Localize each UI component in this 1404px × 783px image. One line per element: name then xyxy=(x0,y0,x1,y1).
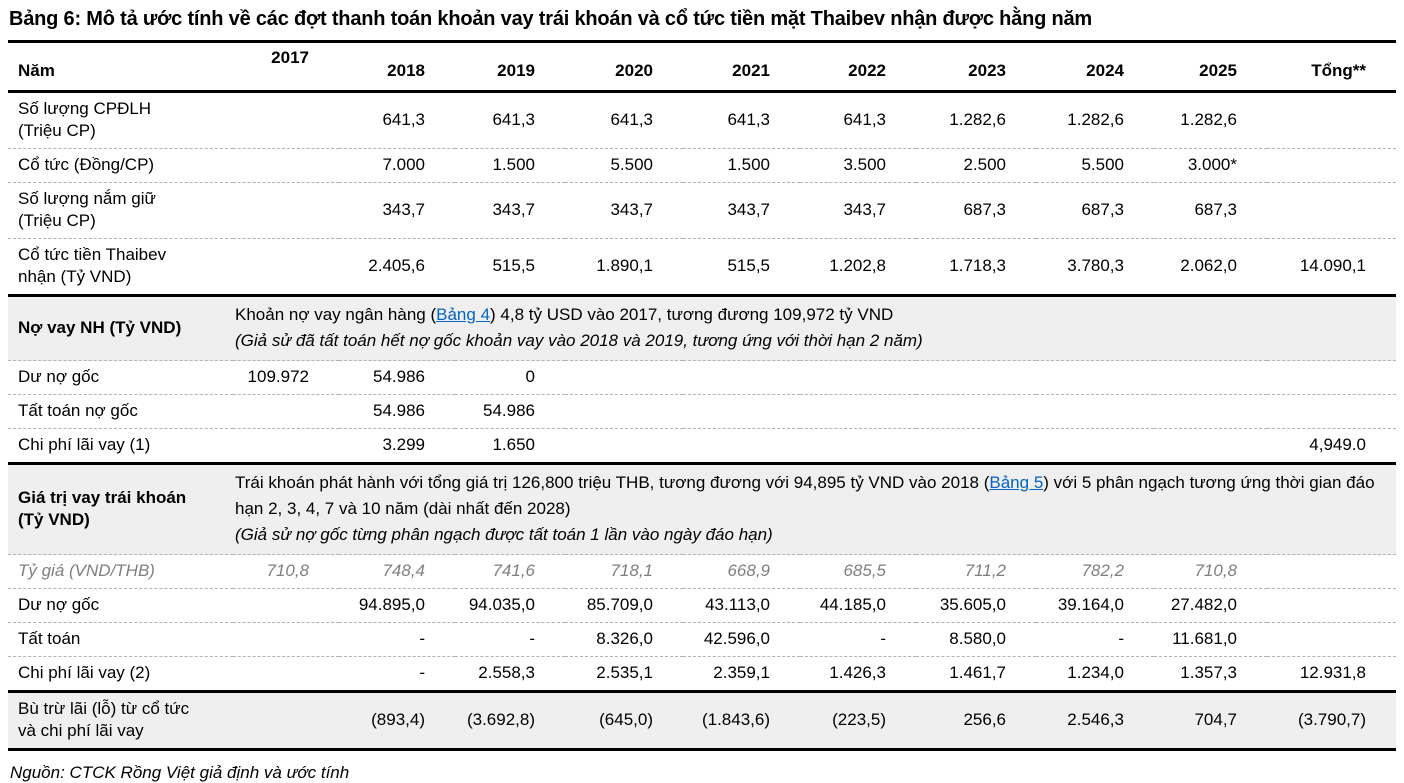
col-header-2022: 2022 xyxy=(800,42,916,92)
table-cell: 3.500 xyxy=(800,149,916,183)
table-cell: 3.299 xyxy=(339,429,455,464)
table-cell: 39.164,0 xyxy=(1036,589,1154,623)
section-text: Khoản nợ vay ngân hàng ( xyxy=(235,305,437,324)
row-label-line: Tất toán xyxy=(18,629,81,648)
table-cell: 11.681,0 xyxy=(1154,623,1267,657)
table-row xyxy=(8,361,1396,395)
table-cell xyxy=(233,657,339,692)
table-row xyxy=(8,149,1396,183)
table-cell: 704,7 xyxy=(1154,692,1267,750)
table-cell: 1.718,3 xyxy=(916,239,1036,296)
table-cell: 782,2 xyxy=(1036,555,1154,589)
row-label xyxy=(8,92,233,149)
table-cell: 343,7 xyxy=(455,183,565,239)
table-cell xyxy=(1036,395,1154,429)
table-cell: 54.986 xyxy=(455,395,565,429)
section-text: ) 4,8 tỷ USD vào 2017, tương đương 109,972 tỷ VND xyxy=(490,305,894,324)
col-header-2020: 2020 xyxy=(565,42,683,92)
table-cell: 12.931,8 xyxy=(1267,657,1396,692)
row-label xyxy=(8,555,233,589)
row-label-line: Số lượng nắm giữ xyxy=(18,189,156,208)
col-header-2023: 2023 xyxy=(916,42,1036,92)
table-cell xyxy=(916,361,1036,395)
table-cell xyxy=(233,429,339,464)
row-label xyxy=(8,464,233,555)
table-row xyxy=(8,183,1396,239)
table-cell: 42.596,0 xyxy=(683,623,800,657)
table-cell: 641,3 xyxy=(565,92,683,149)
financial-table xyxy=(8,40,1396,751)
table-cell: 43.113,0 xyxy=(683,589,800,623)
table-cell: 641,3 xyxy=(455,92,565,149)
table-cell: 7.000 xyxy=(339,149,455,183)
table-cell xyxy=(1154,429,1267,464)
col-header-2017: 2017 xyxy=(233,42,339,92)
table-cell xyxy=(565,361,683,395)
table-cell: 710,8 xyxy=(233,555,339,589)
row-label xyxy=(8,296,233,361)
table-cell: 54.986 xyxy=(339,395,455,429)
table-cell: 2.546,3 xyxy=(1036,692,1154,750)
table-cell xyxy=(233,589,339,623)
table-cell: - xyxy=(339,623,455,657)
table-cell xyxy=(233,395,339,429)
section-description xyxy=(233,296,1396,361)
table-cell: 2.405,6 xyxy=(339,239,455,296)
table-cell xyxy=(916,395,1036,429)
table-cell: 741,6 xyxy=(455,555,565,589)
table-cell xyxy=(233,623,339,657)
table-cell: - xyxy=(339,657,455,692)
table-cell: 1.500 xyxy=(455,149,565,183)
section-text: (Giả sử đã tất toán hết nợ gốc khoản vay vào 2018 và 2019, tương ứng với thời hạn 2 năm) xyxy=(235,331,923,350)
bang-4-link[interactable]: Bảng 4 xyxy=(436,305,491,324)
table-cell xyxy=(800,395,916,429)
table-cell: 2.062,0 xyxy=(1154,239,1267,296)
section-description xyxy=(233,464,1396,555)
table-cell: 1.202,8 xyxy=(800,239,916,296)
table-cell: 3.000* xyxy=(1154,149,1267,183)
table-cell: 2.558,3 xyxy=(455,657,565,692)
table-cell xyxy=(1267,149,1396,183)
table-cell: 343,7 xyxy=(800,183,916,239)
table-title: Bảng 6: Mô tả ước tính về các đợt thanh toán khoản vay trái khoán và cổ tức tiền mặt Thaibev nhận được hằng năm xyxy=(9,8,1092,30)
table-cell: 1.234,0 xyxy=(1036,657,1154,692)
row-label-line: và chi phí lãi vay xyxy=(18,721,144,740)
table-cell: (3.790,7) xyxy=(1267,692,1396,750)
table-cell: 35.605,0 xyxy=(916,589,1036,623)
table-cell xyxy=(800,361,916,395)
table-cell: 8.580,0 xyxy=(916,623,1036,657)
section-description-line xyxy=(235,470,1388,522)
table-row xyxy=(8,239,1396,296)
table-cell xyxy=(233,692,339,750)
table-cell: 343,7 xyxy=(339,183,455,239)
table-cell xyxy=(800,429,916,464)
table-cell: (1.843,6) xyxy=(683,692,800,750)
table-row xyxy=(8,429,1396,464)
table-cell: 1.500 xyxy=(683,149,800,183)
col-header-2019: 2019 xyxy=(455,42,565,92)
table-cell: 668,9 xyxy=(683,555,800,589)
section-row xyxy=(8,296,1396,361)
table-cell: 94.895,0 xyxy=(339,589,455,623)
table-cell xyxy=(1267,361,1396,395)
table-cell: 0 xyxy=(455,361,565,395)
row-label-line: (Tỷ VND) xyxy=(18,510,90,529)
row-label-line: nhận (Tỷ VND) xyxy=(18,267,132,286)
section-description-line xyxy=(235,328,1388,354)
table-cell: 1.650 xyxy=(455,429,565,464)
section-text: ) với 5 phân ngạch tương ứng thời gian đáo hạn 2, 3, 4, 7 và 10 năm (dài nhất đến 2028) xyxy=(235,473,1375,518)
row-label xyxy=(8,429,233,464)
header-row xyxy=(8,42,1396,92)
table-cell: - xyxy=(455,623,565,657)
table-cell xyxy=(1267,92,1396,149)
table-row xyxy=(8,555,1396,589)
row-label-line: Dư nợ gốc xyxy=(18,595,100,614)
table-header xyxy=(8,42,1396,92)
row-label xyxy=(8,361,233,395)
table-cell xyxy=(1267,623,1396,657)
table-cell: 710,8 xyxy=(1154,555,1267,589)
row-label xyxy=(8,692,233,750)
col-header-2025: 2025 xyxy=(1154,42,1267,92)
table-cell: 1.890,1 xyxy=(565,239,683,296)
table-cell: 718,1 xyxy=(565,555,683,589)
bang-5-link[interactable]: Bảng 5 xyxy=(989,473,1044,492)
table-cell: 14.090,1 xyxy=(1267,239,1396,296)
table-cell: (3.692,8) xyxy=(455,692,565,750)
table-cell xyxy=(1267,589,1396,623)
table-cell xyxy=(1267,183,1396,239)
row-label xyxy=(8,395,233,429)
table-cell: 4,949.0 xyxy=(1267,429,1396,464)
table-body xyxy=(8,92,1396,750)
row-label xyxy=(8,149,233,183)
table-cell: 343,7 xyxy=(565,183,683,239)
source-note: Nguồn: CTCK Rồng Việt giả định và ước tính xyxy=(10,763,350,782)
table-cell: 748,4 xyxy=(339,555,455,589)
table-cell: 109.972 xyxy=(233,361,339,395)
table-cell: - xyxy=(1036,623,1154,657)
col-header-tong: Tổng** xyxy=(1267,42,1396,92)
table-cell xyxy=(916,429,1036,464)
table-cell: 94.035,0 xyxy=(455,589,565,623)
table-cell: 8.326,0 xyxy=(565,623,683,657)
col-header-nam: Năm xyxy=(8,42,233,92)
table-cell: 687,3 xyxy=(916,183,1036,239)
table-row xyxy=(8,623,1396,657)
table-cell xyxy=(565,429,683,464)
section-description-line xyxy=(235,302,1388,328)
table-cell: 2.500 xyxy=(916,149,1036,183)
table-cell xyxy=(1154,361,1267,395)
table-cell xyxy=(233,183,339,239)
row-label-line: (Triệu CP) xyxy=(18,121,96,140)
table-cell xyxy=(233,149,339,183)
table-row xyxy=(8,92,1396,149)
row-label-line: Giá trị vay trái khoán xyxy=(18,488,187,507)
table-cell: 641,3 xyxy=(339,92,455,149)
table-cell: 2.359,1 xyxy=(683,657,800,692)
table-cell: 85.709,0 xyxy=(565,589,683,623)
table-cell: 343,7 xyxy=(683,183,800,239)
table-cell xyxy=(683,429,800,464)
table-cell: 1.282,6 xyxy=(1154,92,1267,149)
table-cell: 1.426,3 xyxy=(800,657,916,692)
table-cell: 2.535,1 xyxy=(565,657,683,692)
table-row xyxy=(8,657,1396,692)
row-label-line: Bù trừ lãi (lỗ) từ cổ tức xyxy=(18,699,190,718)
table-cell xyxy=(1036,361,1154,395)
table-cell: 54.986 xyxy=(339,361,455,395)
table-cell: (893,4) xyxy=(339,692,455,750)
table-cell: 515,5 xyxy=(455,239,565,296)
row-label-line: (Triệu CP) xyxy=(18,211,96,230)
table-cell: 1.357,3 xyxy=(1154,657,1267,692)
table-cell xyxy=(1154,395,1267,429)
col-header-2024: 2024 xyxy=(1036,42,1154,92)
table-cell xyxy=(1036,429,1154,464)
section-text: (Giả sử nợ gốc từng phân ngạch được tất toán 1 lần vào ngày đáo hạn) xyxy=(235,525,773,544)
table-cell: 687,3 xyxy=(1154,183,1267,239)
row-label-line: Dư nợ gốc xyxy=(18,367,100,386)
table-cell xyxy=(233,239,339,296)
table-cell: 5.500 xyxy=(565,149,683,183)
table-row xyxy=(8,395,1396,429)
table-cell xyxy=(565,395,683,429)
row-label xyxy=(8,657,233,692)
table-cell: 641,3 xyxy=(800,92,916,149)
table-cell: 687,3 xyxy=(1036,183,1154,239)
row-label-line: Chi phí lãi vay (1) xyxy=(18,435,151,454)
table-row xyxy=(8,692,1396,750)
table-cell: 1.282,6 xyxy=(916,92,1036,149)
table-cell: - xyxy=(800,623,916,657)
section-description-line xyxy=(235,522,1388,548)
table-cell: 44.185,0 xyxy=(800,589,916,623)
row-label-line: Số lượng CPĐLH xyxy=(18,99,152,118)
table-row xyxy=(8,589,1396,623)
table-cell: 1.461,7 xyxy=(916,657,1036,692)
table-cell: 27.482,0 xyxy=(1154,589,1267,623)
table-cell: (223,5) xyxy=(800,692,916,750)
col-header-2021: 2021 xyxy=(683,42,800,92)
row-label-line: Chi phí lãi vay (2) xyxy=(18,663,151,682)
row-label-line: Cổ tức (Đồng/CP) xyxy=(18,155,155,174)
table-cell xyxy=(233,92,339,149)
row-label-line: Nợ vay NH (Tỷ VND) xyxy=(18,318,182,337)
table-cell xyxy=(1267,395,1396,429)
section-text: Trái khoán phát hành với tổng giá trị 126,800 triệu THB, tương đương với 94,895 tỷ VND vào 2018 ( xyxy=(235,473,990,492)
row-label xyxy=(8,183,233,239)
row-label-line: Tỷ giá (VND/THB) xyxy=(18,561,155,580)
table-cell: 515,5 xyxy=(683,239,800,296)
table-cell: (645,0) xyxy=(565,692,683,750)
row-label-line: Cổ tức tiền Thaibev xyxy=(18,245,167,264)
row-label-line: Tất toán nợ gốc xyxy=(18,401,138,420)
table-cell: 5.500 xyxy=(1036,149,1154,183)
row-label xyxy=(8,239,233,296)
table-cell xyxy=(1267,555,1396,589)
table-cell: 1.282,6 xyxy=(1036,92,1154,149)
table-cell: 641,3 xyxy=(683,92,800,149)
table-cell: 685,5 xyxy=(800,555,916,589)
table-cell: 711,2 xyxy=(916,555,1036,589)
table-cell xyxy=(683,361,800,395)
table-cell: 3.780,3 xyxy=(1036,239,1154,296)
col-header-2018: 2018 xyxy=(339,42,455,92)
section-row xyxy=(8,464,1396,555)
table-cell xyxy=(683,395,800,429)
row-label xyxy=(8,589,233,623)
table-cell: 256,6 xyxy=(916,692,1036,750)
row-label xyxy=(8,623,233,657)
